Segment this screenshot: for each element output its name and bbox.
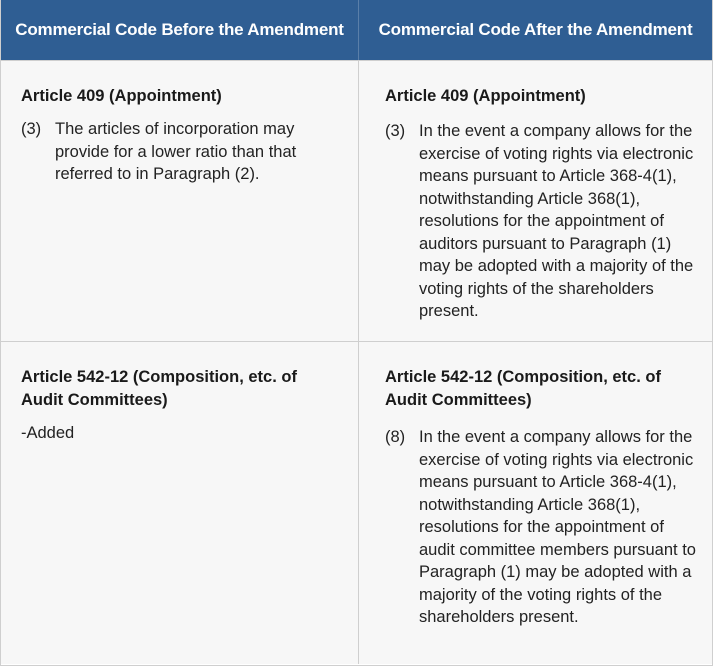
paragraph [21,118,340,186]
paragraph [385,426,698,629]
paragraph-number: (3) [385,122,406,140]
after-cell [359,61,712,341]
article-title: Article 409 (Appointment) [21,87,222,105]
before-cell [1,342,359,664]
paragraph-text: In the event a company allows for the exercise of voting rights via electronic means pursuant to Article 368-4(1), notwithstanding Article 368(1), resolutions for the appointment of auditors pursuant to Paragraph (1) may be adopted with a majority of the voting rights of the shareholders present. [419,122,694,320]
header-after-amendment: Commercial Code After the Amendment [378,20,693,39]
paragraph-text: The articles of incorporation may provide for a lower ratio than that referred to in Paragraph (2). [55,120,297,183]
paragraph-number: (3) [21,120,42,138]
paragraph [385,120,698,323]
table-row [1,341,712,664]
paragraph-text: In the event a company allows for the exercise of voting rights via electronic means pursuant to Article 368-4(1), notwithstanding Article 368(1), resolutions for the appointment of audit committee members pursuant to Paragraph (1) may be adopted with a majority of the voting rights of the shareholders present. [419,428,696,626]
before-cell [1,61,359,341]
table-header-row [1,0,712,60]
paragraph-number: (8) [385,428,406,446]
article-title: Article 409 (Appointment) [385,87,586,105]
table-row [1,60,712,341]
article-title: Article 542-12 (Composition, etc. of Audit Committees) [21,368,297,409]
header-before-amendment: Commercial Code Before the Amendment [1,0,359,60]
added-note: -Added [21,424,75,442]
article-title: Article 542-12 (Composition, etc. of Audit Committees) [385,368,661,409]
after-cell [359,342,712,664]
